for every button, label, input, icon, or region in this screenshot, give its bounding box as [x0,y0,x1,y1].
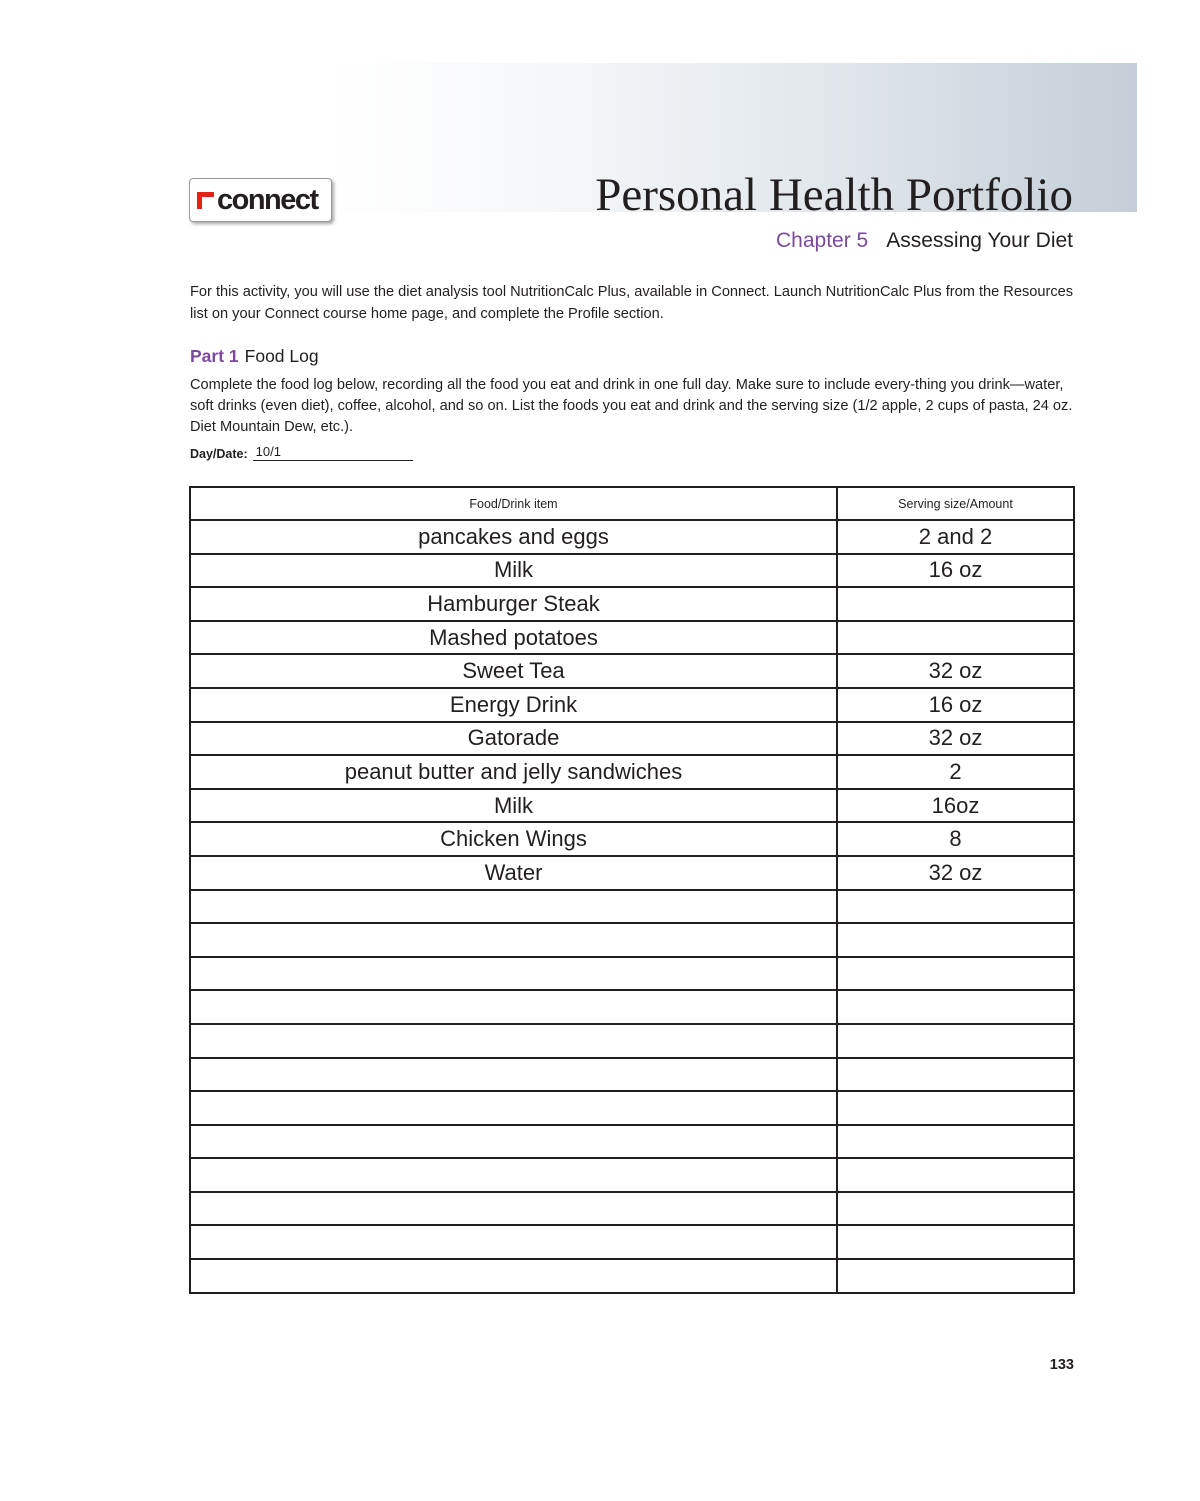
serving-size-cell[interactable] [837,1192,1074,1226]
table-row [190,822,1074,856]
food-item-cell[interactable]: Mashed potatoes [190,621,837,655]
table-header-row [190,487,1074,520]
table-row [190,1091,1074,1125]
food-item-cell[interactable]: Water [190,856,837,890]
serving-size-cell[interactable] [837,1024,1074,1058]
serving-size-cell[interactable]: 16oz [837,789,1074,823]
serving-size-cell[interactable]: 16 oz [837,554,1074,588]
chapter-name: Assessing Your Diet [886,229,1073,252]
chapter-label: Chapter 5 [775,229,869,252]
table-row [190,1158,1074,1192]
part-instructions: Complete the food log below, recording all the food you eat and drink in one full day. Make sure to include every-thing you drink—water, soft drinks (even diet), coffee, alcohol, and so on. List the foods you eat and drink and the serving size (1/2 apple, 2 cups of pasta, 24 oz. Diet Mountain Dew, etc.). [190,377,1073,435]
table-row [190,587,1074,621]
table-row [190,789,1074,823]
serving-size-cell[interactable] [837,990,1074,1024]
serving-size-cell[interactable] [837,957,1074,991]
food-item-cell[interactable]: Sweet Tea [190,654,837,688]
table-row [190,923,1074,957]
logo-text: connect [217,183,318,216]
food-item-cell[interactable]: Gatorade [190,722,837,756]
table-row [190,1259,1074,1293]
serving-size-cell[interactable] [837,923,1074,957]
serving-size-cell[interactable] [837,587,1074,621]
serving-size-cell[interactable]: 16 oz [837,688,1074,722]
food-item-cell[interactable] [190,890,837,924]
table-row [190,1024,1074,1058]
day-date [190,444,413,461]
food-item-cell[interactable] [190,1125,837,1159]
food-log-table [189,486,1075,1294]
serving-size-cell[interactable] [837,1091,1074,1125]
table-row [190,1192,1074,1226]
food-item-cell[interactable] [190,1091,837,1125]
table-row [190,957,1074,991]
day-date-label: Day/Date: [190,447,248,461]
page-number: 133 [1049,1357,1074,1373]
food-item-cell[interactable] [190,923,837,957]
serving-size-cell[interactable] [837,1259,1074,1293]
serving-size-cell[interactable] [837,1225,1074,1259]
part-label: Part 1 [190,346,239,366]
serving-size-cell[interactable] [837,1158,1074,1192]
intro-paragraph: For this activity, you will use the diet analysis tool NutritionCalc Plus, available in Connect. Launch NutritionCalc Plus from the Resources list on your Connect course home page, and complete the Profile section. [190,284,1074,322]
food-item-cell[interactable] [190,1158,837,1192]
food-item-cell[interactable] [190,957,837,991]
food-item-cell[interactable] [190,1024,837,1058]
page-title: Personal Health Portfolio [595,169,1073,221]
serving-size-cell[interactable] [837,890,1074,924]
column-header-food: Food/Drink item [190,487,837,520]
food-item-cell[interactable]: Hamburger Steak [190,587,837,621]
serving-size-cell[interactable]: 2 [837,755,1074,789]
food-item-cell[interactable] [190,990,837,1024]
food-item-cell[interactable]: Energy Drink [190,688,837,722]
serving-size-cell[interactable]: 2 and 2 [837,520,1074,554]
serving-size-cell[interactable] [837,1125,1074,1159]
serving-size-cell[interactable]: 32 oz [837,722,1074,756]
part-heading [190,346,319,367]
table-row [190,520,1074,554]
table-row [190,1225,1074,1259]
part-title: Food Log [244,346,319,366]
connect-logo [189,178,332,222]
food-item-cell[interactable]: Milk [190,789,837,823]
table-row [190,890,1074,924]
food-item-cell[interactable]: peanut butter and jelly sandwiches [190,755,837,789]
connect-logo-icon [197,192,214,209]
serving-size-cell[interactable] [837,1058,1074,1092]
table-row [190,722,1074,756]
table-row [190,654,1074,688]
table-row [190,856,1074,890]
day-date-field[interactable]: 10/1 [253,444,413,461]
food-item-cell[interactable] [190,1259,837,1293]
food-item-cell[interactable] [190,1225,837,1259]
food-item-cell[interactable]: Milk [190,554,837,588]
table-row [190,621,1074,655]
table-row [190,755,1074,789]
food-item-cell[interactable] [190,1192,837,1226]
serving-size-cell[interactable] [837,621,1074,655]
food-item-cell[interactable]: Chicken Wings [190,822,837,856]
food-item-cell[interactable] [190,1058,837,1092]
table-row [190,990,1074,1024]
table-row [190,554,1074,588]
food-item-cell[interactable]: pancakes and eggs [190,520,837,554]
chapter-heading [776,229,1073,253]
table-row [190,1058,1074,1092]
table-row [190,688,1074,722]
table-row [190,1125,1074,1159]
column-header-serving: Serving size/Amount [837,487,1074,520]
serving-size-cell[interactable]: 32 oz [837,654,1074,688]
serving-size-cell[interactable]: 32 oz [837,856,1074,890]
serving-size-cell[interactable]: 8 [837,822,1074,856]
table-body [190,520,1074,1293]
